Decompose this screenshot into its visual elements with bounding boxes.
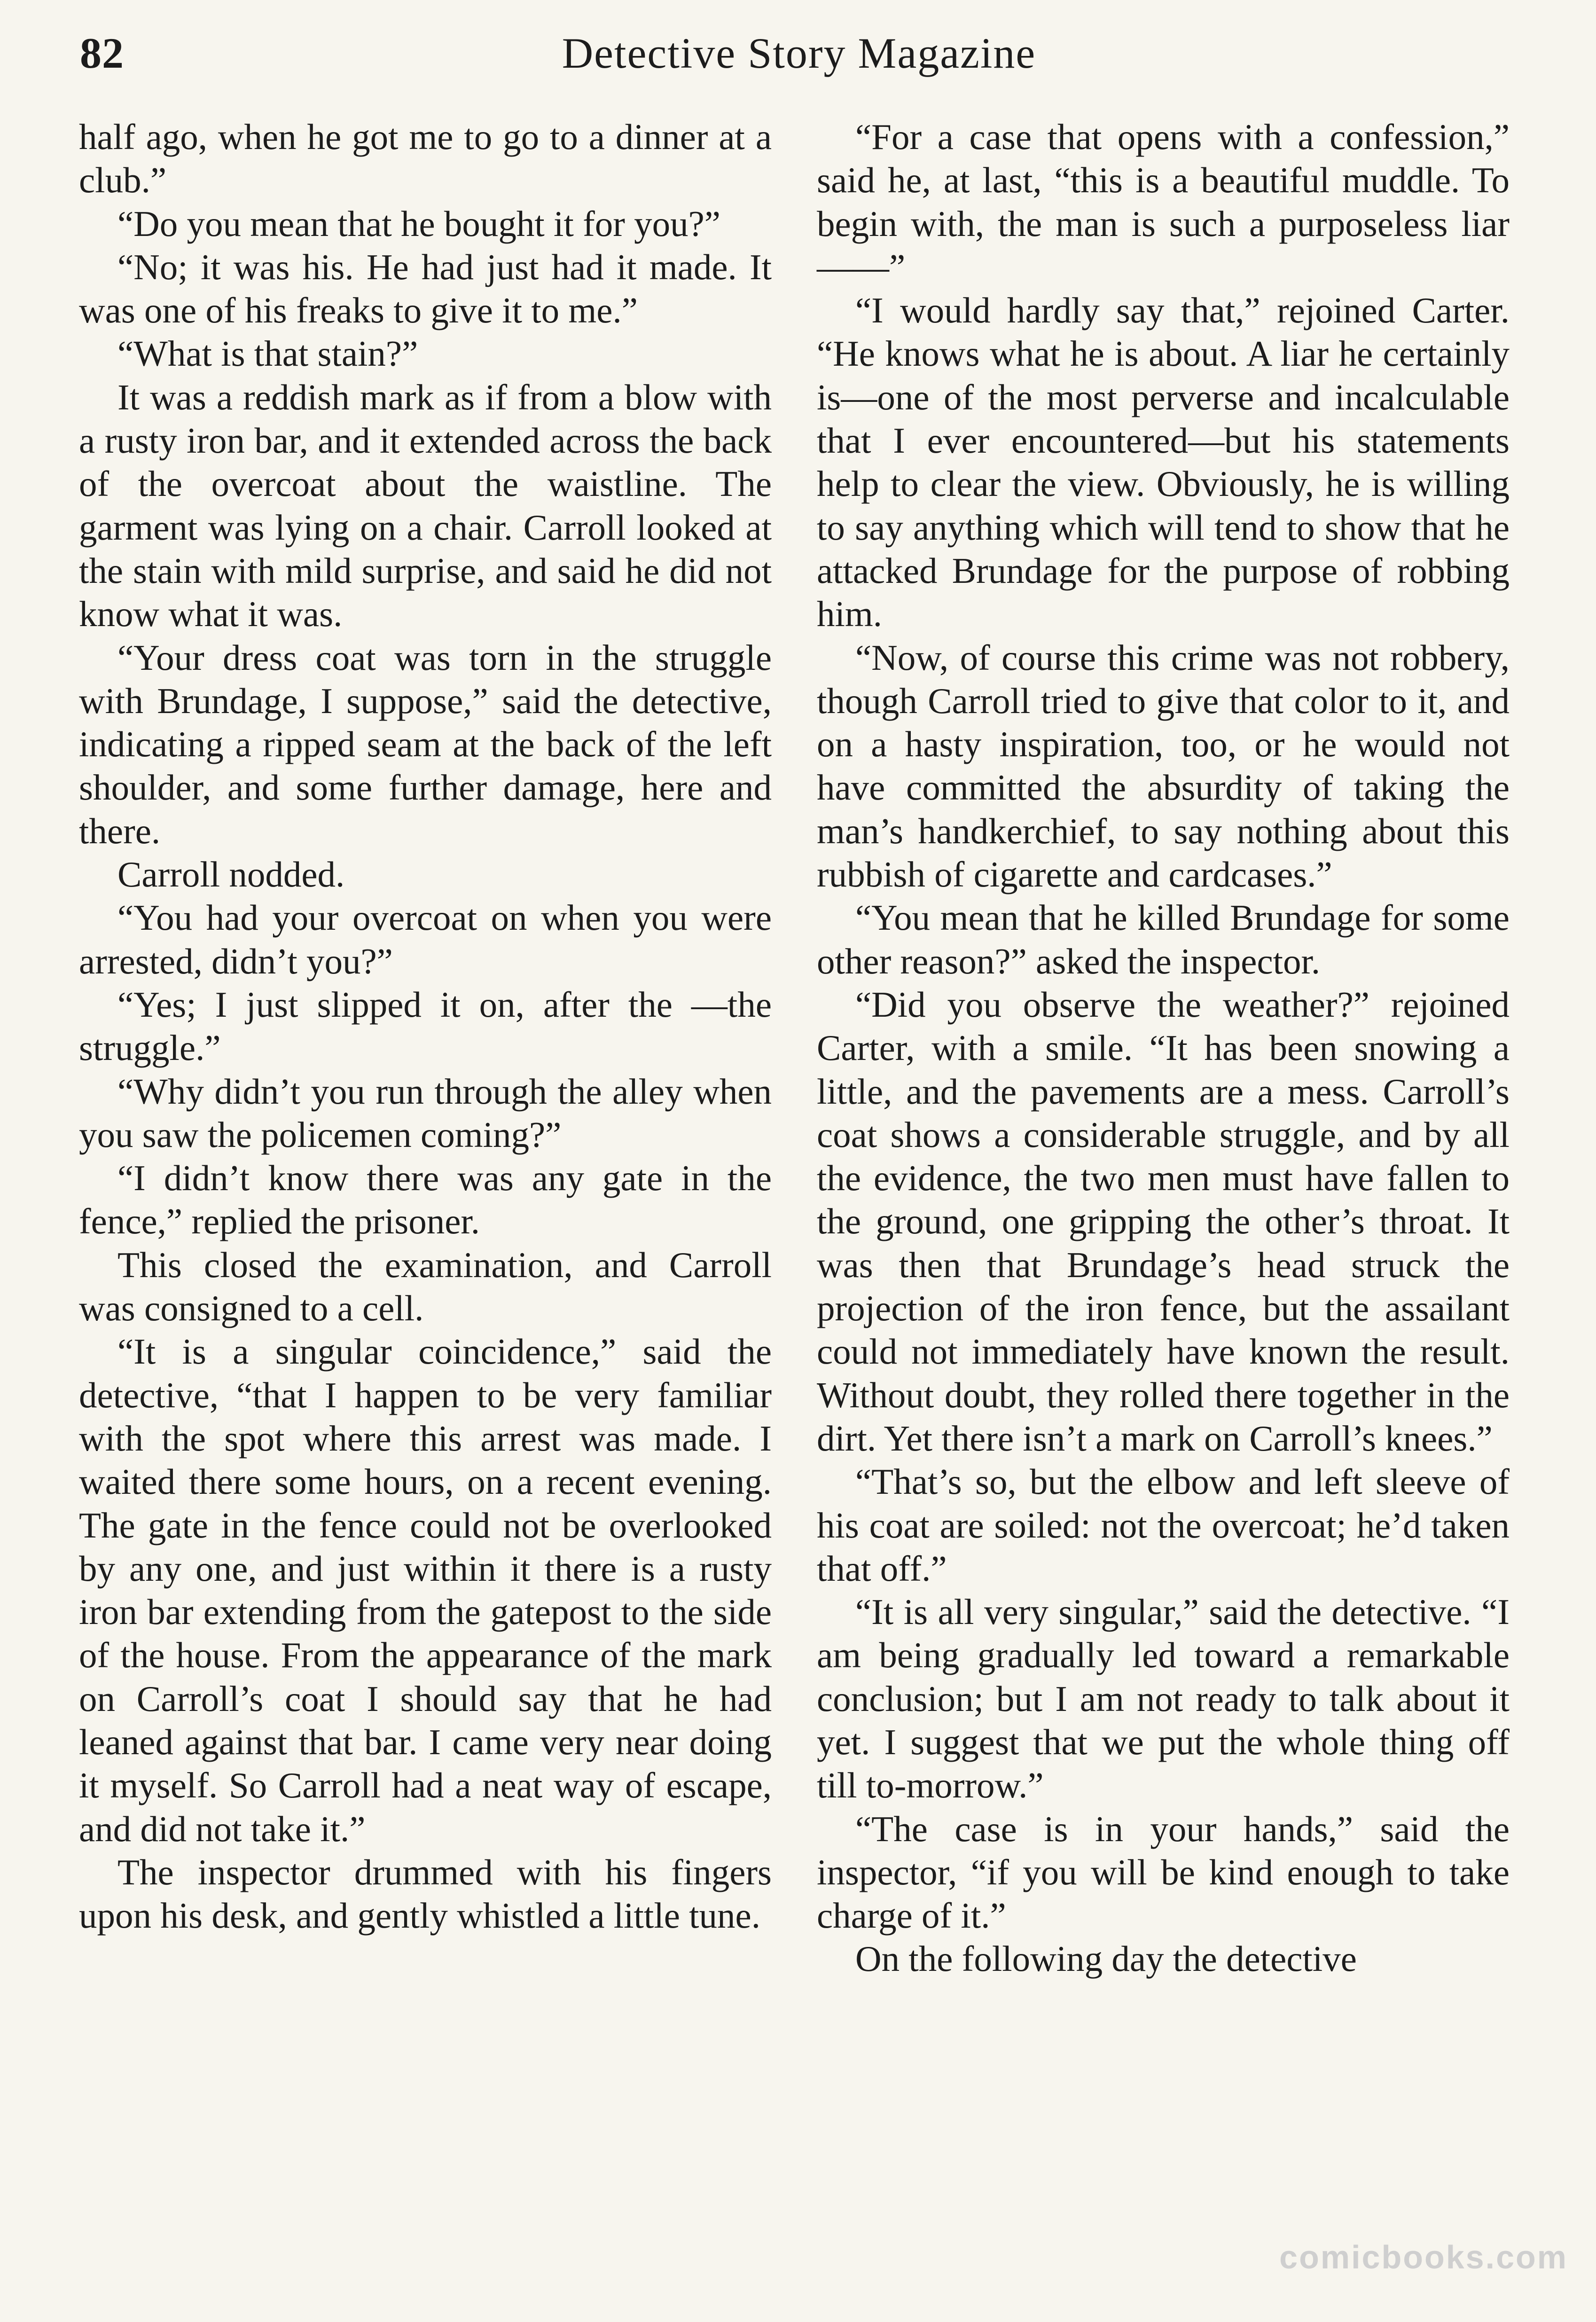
paragraph: It was a reddish mark as if from a blow with a rusty iron bar, and it extended across the back of the overcoat about the waistline. The garment was lying on a chair. Carroll looked at the stain with mild surprise, and said he did not know what it was. xyxy=(79,377,772,635)
paragraph: “I would hardly say that,” rejoined Carter. “He knows what he is about. A liar he certainly is—one of the most perverse and incalculable that I ever encountered—but his statements help to clear the view. Obviously, he is willing to say anything which will tend to show that he attacked Brundage for the purpose of robbing him. xyxy=(817,290,1510,635)
paragraph: “No; it was his. He had just had it made. It was one of his freaks to give it to me.” xyxy=(79,246,772,331)
paragraph: “For a case that opens with a confession,” said he, at last, “this is a beautiful muddle. To begin with, the man is such a purposeless liar——” xyxy=(817,117,1510,287)
paragraph: “Do you mean that he bought it for you?” xyxy=(117,203,720,244)
page-header xyxy=(80,24,1518,94)
page-number: 82 xyxy=(80,29,124,77)
paragraph: This closed the examination, and Carroll was consigned to a cell. xyxy=(79,1244,772,1329)
paragraph: “Did you observe the weather?” rejoined Carter, with a smile. “It has been snowing a little, and the pavements are a mess. Carroll’s coat shows a considerable struggle, and by all the evidence, the two men must have fallen to the ground, one gripping the other’s throat. It was then that Brundage’s head struck the projection of the iron fence, but the assailant could not immediately have known the result. Without doubt, they rolled there together in the dirt. Yet there isn’t a mark on Carroll’s knees.” xyxy=(817,984,1510,1459)
paragraph: “Now, of course this crime was not robbery, though Carroll tried to give that color to it, and on a hasty inspiration, too, or he would not have committed the absurdity of taking the man’s handkerchief, to say nothing about this rubbish of cigarette and cardcases.” xyxy=(817,637,1510,895)
left-text-column xyxy=(79,115,772,1937)
running-title: Detective Story Magazine xyxy=(562,29,1036,77)
right-text-column xyxy=(817,115,1510,1981)
paragraph: “Why didn’t you run through the alley when you saw the policemen coming?” xyxy=(79,1071,772,1155)
paragraph: “The case is in your hands,” said the inspector, “if you will be kind enough to take charge of it.” xyxy=(817,1808,1510,1936)
paragraph: “You mean that he killed Brundage for some other reason?” asked the inspector. xyxy=(817,897,1510,981)
paragraph: “You had your overcoat on when you were arrested, didn’t you?” xyxy=(79,897,772,981)
paragraph: “I didn’t know there was any gate in the fence,” replied the prisoner. xyxy=(79,1158,772,1242)
paragraph: “Yes; I just slipped it on, after the —the struggle.” xyxy=(79,984,772,1068)
watermark: comicbooks.com xyxy=(1279,2239,1568,2275)
paragraph: “Your dress coat was torn in the struggle with Brundage, I suppose,” said the detective, indicating a ripped seam at the back of the left shoulder, and some further damage, here and there. xyxy=(79,637,772,851)
paragraph: “It is all very singular,” said the detective. “I am being gradually led toward a remarkable conclusion; but I am not ready to talk about it yet. I suggest that we put the whole thing off till to-morrow.” xyxy=(817,1592,1510,1806)
paragraph: “That’s so, but the elbow and left sleeve of his coat are soiled: not the overcoat; he’d taken that off.” xyxy=(817,1461,1510,1589)
paragraph: Carroll nodded. xyxy=(117,854,345,895)
paragraph: “What is that stain?” xyxy=(117,333,418,374)
paragraph: On the following day the detective xyxy=(855,1938,1357,1979)
paragraph: The inspector drummed with his fingers upon his desk, and gently whistled a little tune. xyxy=(79,1851,772,1936)
paragraph: “It is a singular coincidence,” said the detective, “that I happen to be very familiar with the spot where this arrest was made. I waited there some hours, on a recent evening. The gate in the fence could not be overlooked by any one, and just within it there is a rusty iron bar extending from the gatepost to the side of the house. From the appearance of the mark on Carroll’s coat I should say that he had leaned against that bar. I came very near doing it myself. So Carroll had a neat way of escape, and did not take it.” xyxy=(79,1331,772,1849)
paragraph: half ago, when he got me to go to a dinner at a club.” xyxy=(79,117,772,201)
